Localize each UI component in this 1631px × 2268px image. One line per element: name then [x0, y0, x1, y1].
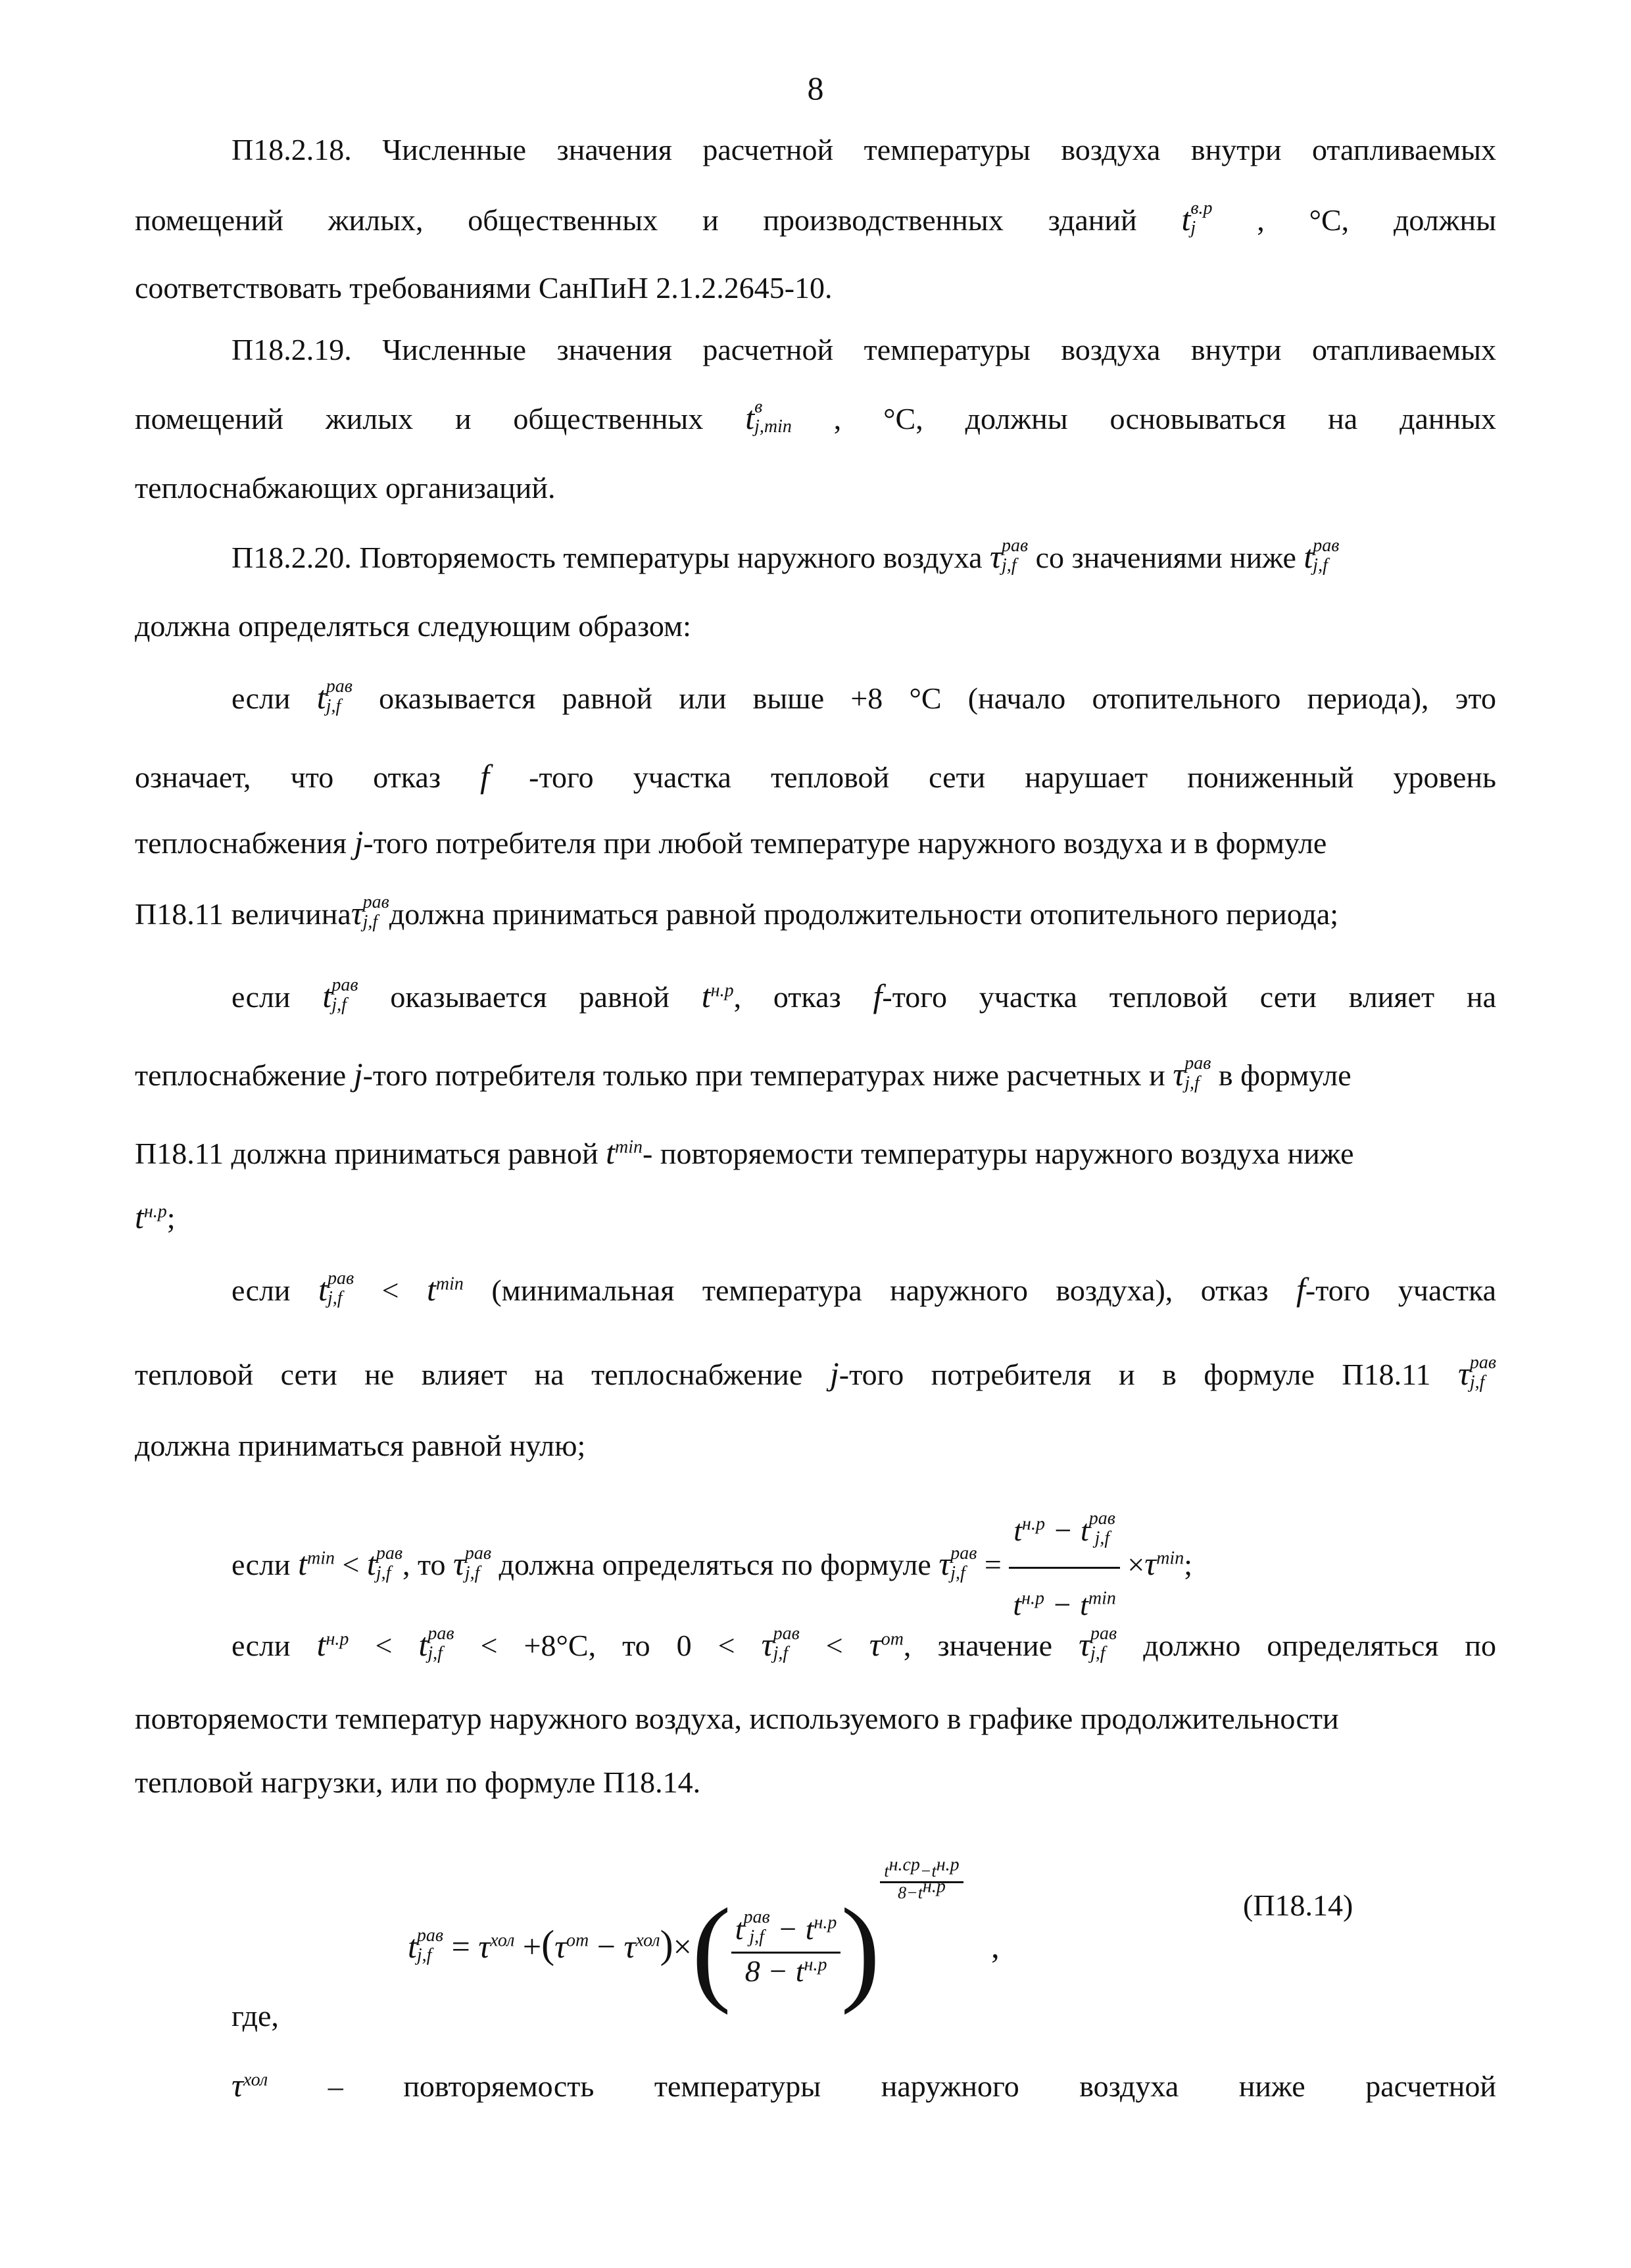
case1-line2: означает, что отказ f -того участка тепловой сети нарушает пониженный уровень: [135, 758, 1497, 795]
page-number: 8: [807, 70, 824, 107]
case2-line3: П18.11 должна приниматься равной $t^{min}-$ повторяемости температуры наружного воздуха ниже: [135, 1134, 1354, 1171]
p18-2-20-line2: должна определяться следующим образом:: [135, 609, 691, 643]
fraction: $t^{н.р} - t$ рав j,f $t^{н.р} - t^{min}$: [1009, 1494, 1120, 1641]
p18-2-20-line1: П18.2.20. Повторяемость температуры наружного воздуха τ рав j,f со значениями ниже t рав j,f: [231, 535, 1340, 576]
p18-2-19-line1: П18.2.19. Численные значения расчетной температуры воздуха внутри отапливаемых: [231, 333, 1496, 366]
case5-line3: тепловой нагрузки, или по формуле П18.14.: [135, 1765, 701, 1799]
p18-2-18-line3: соответствовать требованиями СанПиН 2.1.2.2645-10.: [135, 271, 833, 305]
case2-line1: если t рав j,f оказывается равной $t^{н.р}$, отказ f-того участка тепловой сети влияет на: [231, 975, 1496, 1016]
case3-line2: тепловой сети не влияет на теплоснабжение j-того потребителя и в формуле П18.11 τ рав j,f: [135, 1352, 1497, 1393]
p18-2-18-line1: П18.2.18. Численные значения расчетной температуры воздуха внутри отапливаемых: [231, 133, 1496, 166]
case1-line1: если t рав j,f оказывается равной или выше +8 °С (начало отопительного периода), это: [231, 676, 1497, 717]
sup-sub: в.р j: [1190, 198, 1213, 239]
symbol-t: t: [1181, 201, 1191, 237]
case5-line1: если $t^{н.р} < t$ рав j,f < +8°С, то 0 < τ рав j,f < $\tau^{от}$, значение τ рав j,f должно определяться по: [231, 1623, 1497, 1664]
equation-body: t рав j,f = $\tau^{хол} +(\tau^{от} - \tau^{хол})\times$( t рав j,f − $t^{н.р}$ $8 - t^{н.р}$ ) $\frac{t^{н.ср}-t^{н.р}}{8-t^{н.р}}$ ,: [408, 1854, 1000, 2015]
case5-line2: повторяемости температур наружного воздуха, используемого в графике продолжительности: [135, 1702, 1339, 1735]
where-label: где,: [231, 1999, 279, 2033]
p18-2-19-line3: теплоснабжающих организаций.: [135, 471, 556, 505]
p18-2-18-line2: [135, 199, 1496, 243]
case3-line1: если t рав j,f < $t^{min}$ (минимальная температура наружного воздуха), отказ f-того участка: [231, 1268, 1497, 1309]
equation-p18-14: [408, 1835, 1526, 2015]
text: , °С, должны: [1257, 203, 1497, 237]
case2-line4: $t^{н.р}$;: [135, 1198, 176, 1235]
case3-line3: должна приниматься равной нулю;: [135, 1429, 586, 1462]
where-tau-hol: $\tau^{хол}$ – повторяемость температуры наружного воздуха ниже расчетной: [231, 2067, 1497, 2104]
case4-line1: если $t^{min} < t$ рав j,f , то τ рав j,f должна определяться по формуле τ рав j,f = $t^{н.р} - t$ рав j,f $t^{н.р} - t^{min}$ $\times\tau^{min}$;: [231, 1494, 1496, 1641]
case2-line2: теплоснабжение j-того потребителя только при температурах ниже расчетных и τ рав j,f в формуле: [135, 1053, 1351, 1094]
text: помещений жилых, общественных и производственных зданий: [135, 203, 1137, 237]
p18-2-19-line2: помещений жилых и общественных t в j,min , °С, должны основываться на данных: [135, 397, 1497, 437]
case1-line3: теплоснабжения j-того потребителя при любой температуре наружного воздуха и в формуле: [135, 824, 1327, 860]
equation-number: (П18.14): [1243, 1888, 1353, 1922]
case1-line4: П18.11 величинаτ рав j,f должна приниматься равной продолжительности отопительного периода;: [135, 892, 1339, 933]
